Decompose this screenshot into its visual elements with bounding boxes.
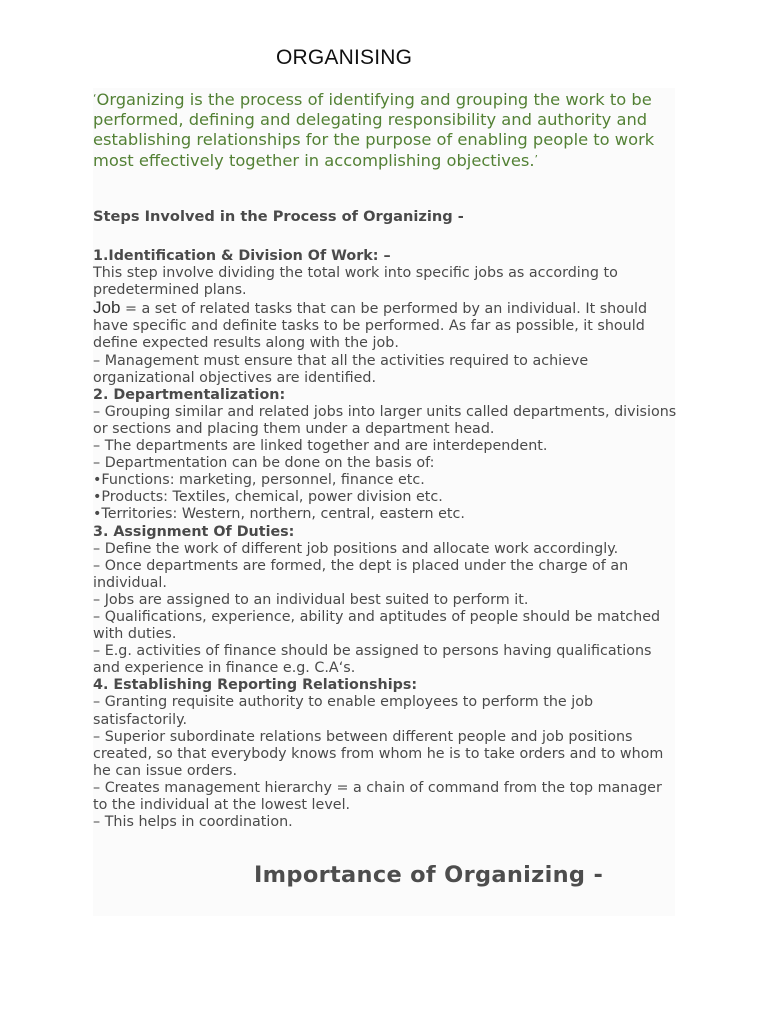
job-term: Job bbox=[93, 298, 121, 318]
open-quote-mark: ‘ bbox=[93, 92, 97, 105]
step-heading: 4. Establishing Reporting Relationships: bbox=[93, 677, 418, 694]
step-paragraph: This step involve dividing the total work into specific jobs as according to predetermined plans. bbox=[93, 265, 618, 299]
step-reporting-relationships bbox=[93, 677, 677, 831]
step-line: – Granting requisite authority to enable employees to perform the job satisfactorily. bbox=[93, 694, 594, 728]
step-line: – Grouping similar and related jobs into larger units called departments, divisions or sections and placing them under a department head. bbox=[93, 403, 677, 437]
definition-text: Organizing is the process of identifying and grouping the work to be performed, defining and delegating responsibility and authority and establishing relationships for the purpose of enabling people to work most effectively together in accomplishing objectives. bbox=[93, 90, 655, 170]
step-line: – Jobs are assigned to an individual best suited to perform it. bbox=[93, 591, 529, 608]
job-definition-text: = a set of related tasks that can be performed by an individual. It should have specific and definite tasks to be performed. As far as possible, it should define expected results along with the job. bbox=[93, 301, 648, 352]
bullet-item: •Functions: marketing, personnel, finance etc. bbox=[93, 472, 425, 489]
step-heading: 1.Identification & Division Of Work: – bbox=[93, 248, 391, 264]
step-line: – Once departments are formed, the dept is placed under the charge of an individual. bbox=[93, 557, 629, 591]
step-heading: 3. Assignment Of Duties: bbox=[93, 523, 295, 540]
step-line: – The departments are linked together and are interdependent. bbox=[93, 438, 548, 455]
step-line: – Departmentation can be done on the basis of: bbox=[93, 455, 435, 472]
definition-quote bbox=[93, 89, 673, 171]
step-assignment-of-duties bbox=[93, 524, 677, 678]
page-title: ORGANISING bbox=[276, 46, 413, 69]
step-heading: 2. Departmentalization: bbox=[93, 386, 286, 403]
steps-heading: Steps Involved in the Process of Organizing - bbox=[93, 208, 464, 225]
step-departmentalization bbox=[93, 387, 677, 524]
job-definition bbox=[93, 299, 677, 352]
step-line: – Define the work of different job positions and allocate work accordingly. bbox=[93, 540, 619, 557]
step-line: – Qualifications, experience, ability and aptitudes of people should be matched with duties. bbox=[93, 608, 661, 643]
step-line: – Superior subordinate relations between different people and job positions created, so that everybody knows from whom he is to take orders and to whom he can issue orders. bbox=[93, 728, 664, 779]
step-identification bbox=[93, 248, 677, 387]
step-line: – Creates management hierarchy = a chain of command from the top manager to the individual at the lowest level. bbox=[93, 779, 662, 813]
importance-heading: Importance of Organizing - bbox=[254, 862, 604, 888]
step-paragraph: – Management must ensure that all the activities required to achieve organizational objectives are identified. bbox=[93, 352, 589, 386]
bullet-item: •Products: Textiles, chemical, power division etc. bbox=[93, 489, 443, 506]
steps-body bbox=[93, 248, 677, 831]
step-line: – This helps in coordination. bbox=[93, 814, 293, 831]
bullet-item: •Territories: Western, northern, central, eastern etc. bbox=[93, 506, 465, 523]
close-quote-mark: ’ bbox=[534, 152, 539, 166]
step-line: – E.g. activities of finance should be assigned to persons having qualifications and experience in finance e.g. C.A‘s. bbox=[93, 643, 652, 677]
